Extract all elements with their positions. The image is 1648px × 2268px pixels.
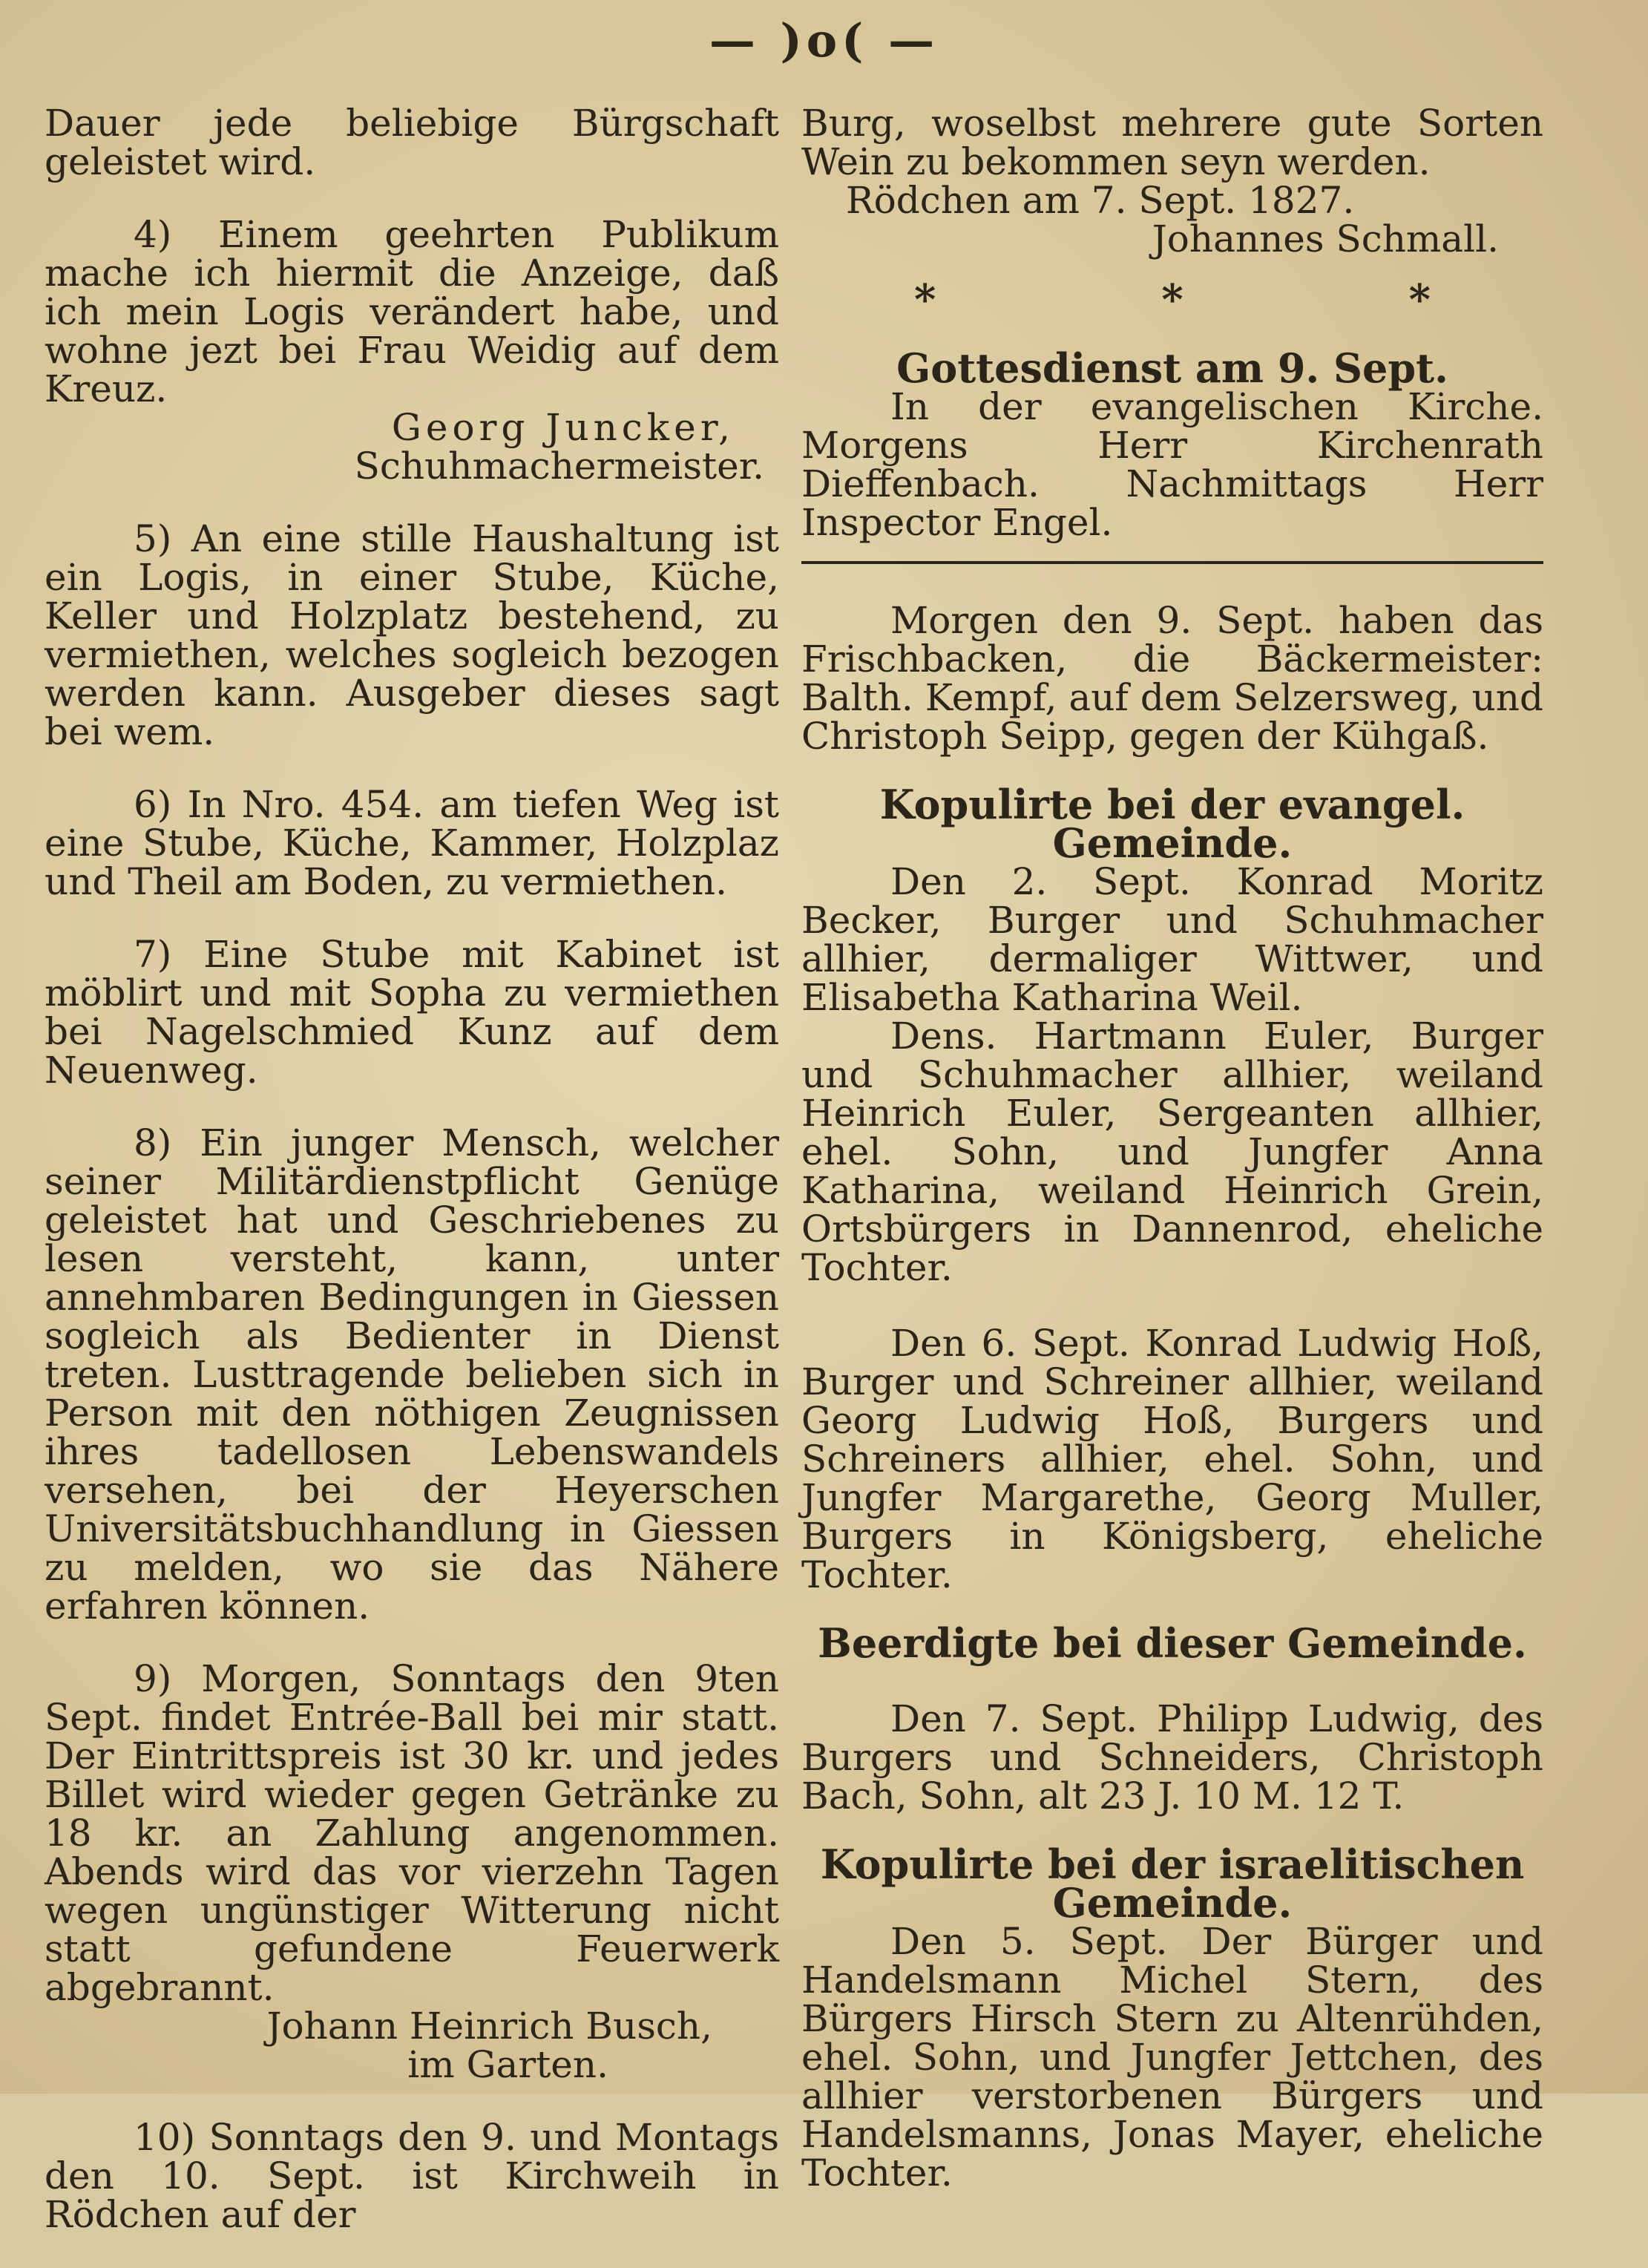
notice-10-signature: Johannes Schmall. [1152, 217, 1499, 260]
notice-9-text: 9) Morgen, Sonntags den 9ten Sept. findet Entrée-Ball bei mir statt. Der Eintrittspreis ist 30 kr. und jedes Billet wird wieder gegen Getränke zu 18 kr. an Zahlung angenommen. Abends wird das vor vierzehn Tagen wegen ungünstiger Witterung nicht statt gefundene Feuerwerk abgebrannt. [45, 1657, 779, 2009]
left-column [45, 104, 779, 2268]
married-evangelical-heading: Kopulirte bei der evangel. Gemeinde. [879, 781, 1465, 867]
divider-star: * [1161, 275, 1184, 324]
notice-4-text: 4) Einem geehrten Publikum mache ich hiermit die Anzeige, daß ich mein Logis verändert habe, und wohne jezt bei Frau Weidig auf dem Kreuz. [45, 213, 779, 410]
buried-entry: Den 7. Sept. Philipp Ludwig, des Burgers und Schneiders, Christoph Bach, Sohn, alt 23 J. 10 M. 12 T. [801, 1697, 1543, 1818]
notice-10: 10) Sonntags den 9. und Montags den 10. Sept. ist Kirchweih in Rödchen auf der [45, 2116, 779, 2236]
married-israelite-heading: Kopulirte bei der israelitischen [820, 1841, 1525, 1888]
married-evangelical-entry: Den 6. Sept. Konrad Ludwig Hoß, Burger und Schreiner allhier, weiland Georg Ludwig Hoß, Burgers und Schreiners allhier, ehel. Sohn, und Jungfer Margarethe, Georg Muller, Burgers in Königsberg, eheliche Tochter. [801, 1322, 1543, 1596]
notice-7: 7) Eine Stube mit Kabinet ist möblirt und mit Sopha zu vermiethen bei Nagelschmied Kunz auf dem Neuenweg. [45, 933, 779, 1092]
notice-9-signature: Johann Heinrich Busch, [266, 2005, 712, 2048]
bakers-notice: Morgen den 9. Sept. haben das Frischbacken, die Bäckermeister: Balth. Kempf, auf dem Selzersweg, und Christoph Seipp, gegen der Kühgaß. [801, 599, 1543, 758]
notice-9 [45, 1659, 779, 2084]
notice-4 [45, 213, 779, 488]
divider-star: * [1408, 275, 1431, 324]
service-text: In der evangelischen Kirche. Morgens Herr Kirchenrath Dieffenbach. Nachmittags Herr Inspector Engel. [801, 385, 1543, 544]
notice-5: 5) An eine stille Haushaltung ist ein Logis, in einer Stube, Küche, Keller und Holzplatz bestehend, zu vermiethen, welches sogleich bezogen werden kann. Ausgeber dieses sagt bei wem. [45, 517, 779, 753]
notice-10-place-date: Rödchen am 7. Sept. 1827. [846, 179, 1355, 222]
continued-entry: Dauer jede beliebige Bürgschaft geleistet wird. [45, 102, 779, 183]
section-divider-stars [801, 275, 1543, 324]
notice-10-continued: Burg, woselbst mehrere gute Sorten Wein zu bekommen seyn werden. [801, 102, 1543, 183]
buried-heading: Beerdigte bei dieser Gemeinde. [818, 1619, 1527, 1667]
right-column [801, 102, 1543, 2195]
notice-6: 6) In Nro. 454. am tiefen Weg ist eine Stube, Küche, Kammer, Holzplaz und Theil am Boden, zu vermiethen. [45, 783, 779, 903]
notice-4-signature: Georg Juncker, [391, 406, 735, 449]
horizontal-rule [801, 561, 1543, 564]
notice-9-location: im Garten. [407, 2043, 608, 2086]
page-number-header: — )o( — [709, 13, 939, 68]
married-evangelical-entry: Den 2. Sept. Konrad Moritz Becker, Burger und Schuhmacher allhier, dermaliger Wittwer, und Elisabetha Katharina Weil. [801, 860, 1543, 1019]
service-heading: Gottesdienst am 9. Sept. [896, 344, 1448, 392]
notice-8: 8) Ein junger Mensch, welcher seiner Militärdienstpflicht Genüge geleistet hat und Geschriebenes zu lesen versteht, kann, unter annehmbaren Bedingungen in Giessen sogleich als Bedienter in Dienst treten. Lusttragende belieben sich in Person mit den nöthigen Zeugnissen ihres tadellosen Lebenswandels versehen, bei der Heyerschen Universitätsbuchhandlung in Giessen zu melden, wo sie das Nähere erfahren können. [45, 1121, 779, 1628]
divider-star: * [914, 275, 936, 324]
married-israelite-entry: Den 5. Sept. Der Bürger und Handelsmann Michel Stern, des Bürgers Hirsch Stern zu Altenrühden, ehel. Sohn, und Jungfer Jettchen, des allhier verstorbenen Bürgers und Handelsmanns, Jonas Mayer, eheliche Tochter. [801, 1920, 1543, 2195]
married-evangelical-entry: Dens. Hartmann Euler, Burger und Schuhmacher allhier, weiland Heinrich Euler, Sergeanten allhier, ehel. Sohn, und Jungfer Anna Katharina, weiland Heinrich Grein, Ortsbürgers in Dannenrod, eheliche Tochter. [801, 1015, 1543, 1289]
notice-4-title: Schuhmachermeister. [354, 445, 764, 488]
married-israelite-heading-2: Gemeinde. [1052, 1879, 1293, 1927]
